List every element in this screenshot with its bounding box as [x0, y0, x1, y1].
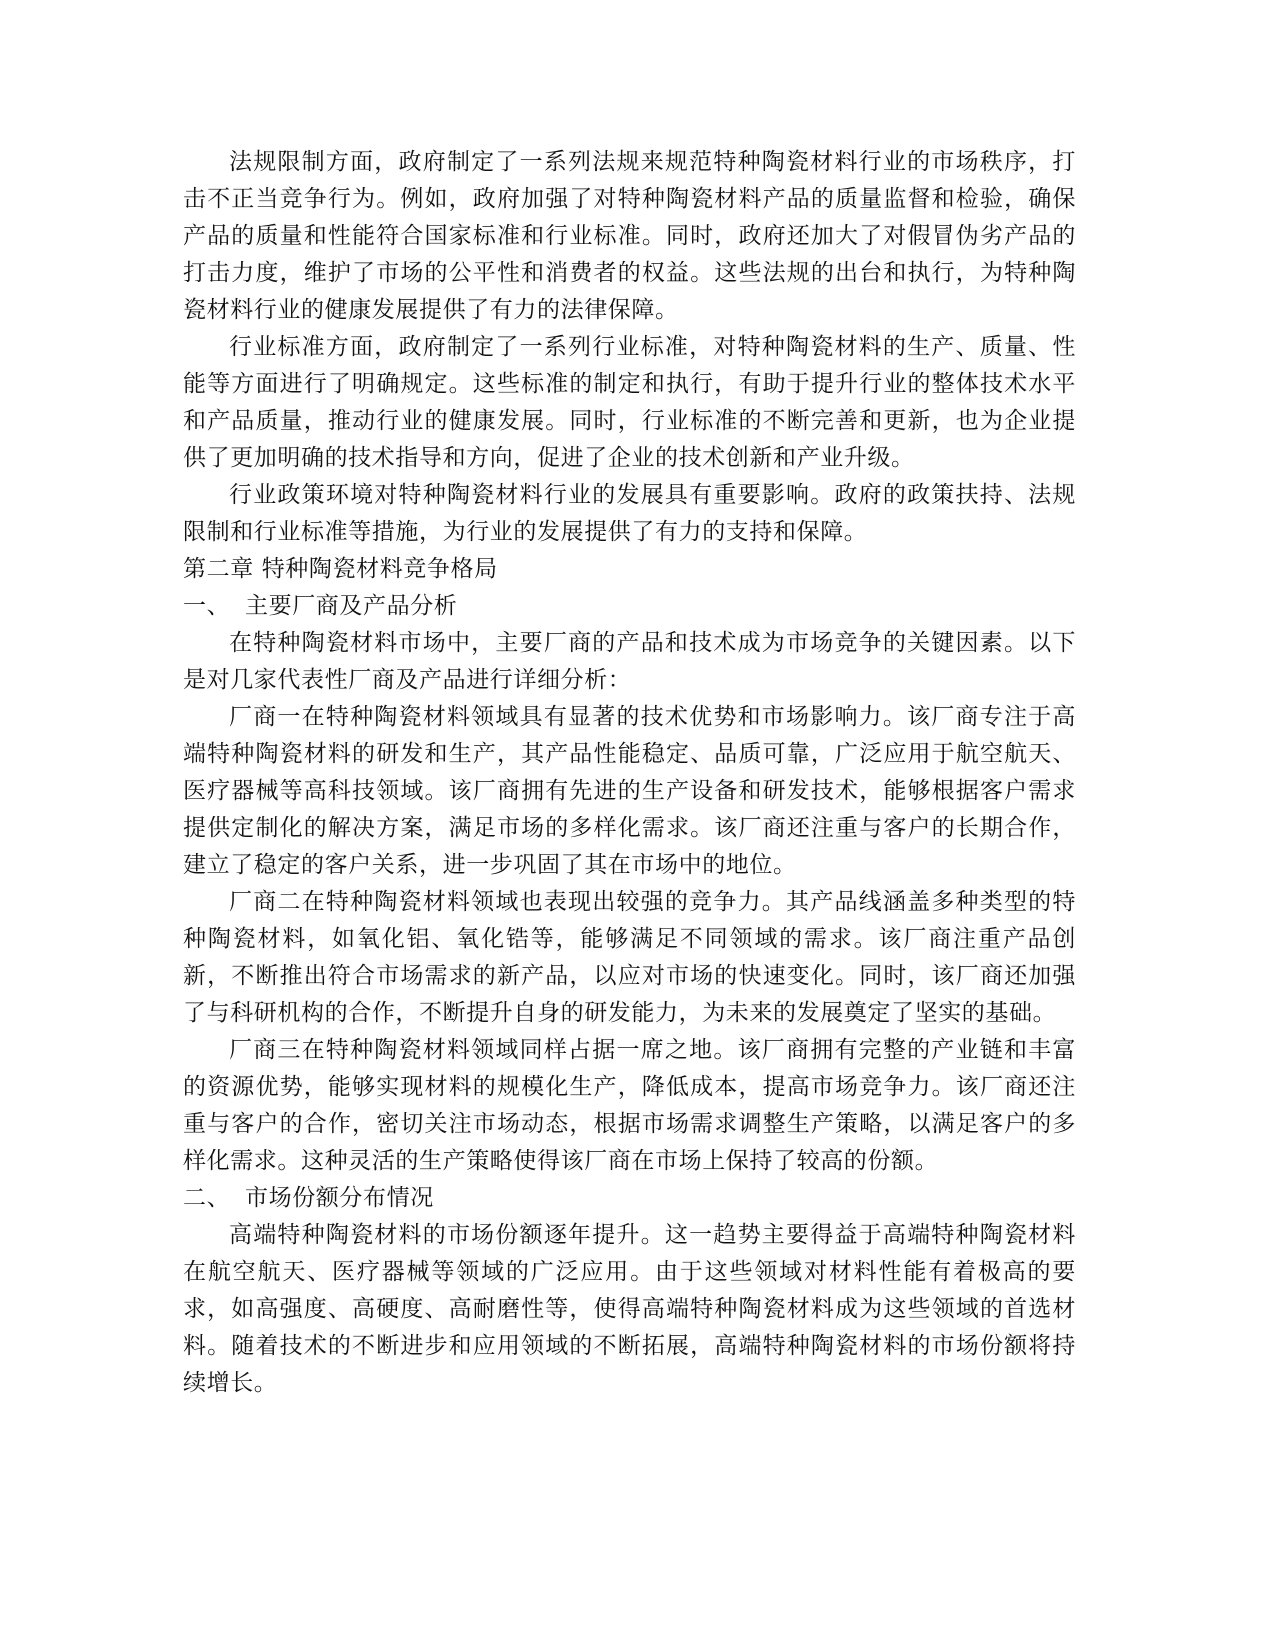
paragraph: 厂商三在特种陶瓷材料领域同样占据一席之地。该厂商拥有完整的产业链和丰富的资源优势，能够实现材料的规模化生产，降低成本，提高市场竞争力。该厂商还注重与客户的合作，密切关注市场动态，根据市场需求调整生产策略，以满足客户的多样化需求。这种灵活的生产策略使得该厂商在市场上保持了较高的份额。 [183, 1037, 1076, 1174]
section-title: 主要厂商及产品分析 [245, 593, 458, 619]
section-title: 市场份额分布情况 [245, 1185, 434, 1211]
section-heading [183, 588, 1076, 625]
paragraph: 法规限制方面，政府制定了一系列法规来规范特种陶瓷材料行业的市场秩序，打击不正当竞争行为。例如，政府加强了对特种陶瓷材料产品的质量监督和检验，确保产品的质量和性能符合国家标准和行业标准。同时，政府还加大了对假冒伪劣产品的打击力度，维护了市场的公平性和消费者的权益。这些法规的出台和执行，为特种陶瓷材料行业的健康发展提供了有力的法律保障。 [183, 149, 1076, 323]
paragraph: 高端特种陶瓷材料的市场份额逐年提升。这一趋势主要得益于高端特种陶瓷材料在航空航天、医疗器械等领域的广泛应用。由于这些领域对材料性能有着极高的要求，如高强度、高硬度、高耐磨性等，使得高端特种陶瓷材料成为这些领域的首选材料。随着技术的不断进步和应用领域的不断拓展，高端特种陶瓷材料的市场份额将持续增长。 [183, 1222, 1076, 1396]
paragraph: 厂商一在特种陶瓷材料领域具有显著的技术优势和市场影响力。该厂商专注于高端特种陶瓷材料的研发和生产，其产品性能稳定、品质可靠，广泛应用于航空航天、医疗器械等高科技领域。该厂商拥有先进的生产设备和研发技术，能够根据客户需求提供定制化的解决方案，满足市场的多样化需求。该厂商还注重与客户的长期合作，建立了稳定的客户关系，进一步巩固了其在市场中的地位。 [183, 704, 1076, 878]
document-page [183, 144, 1076, 1402]
section-number: 一、 [183, 593, 231, 619]
paragraph: 行业政策环境对特种陶瓷材料行业的发展具有重要影响。政府的政策扶持、法规限制和行业标准等措施，为行业的发展提供了有力的支持和保障。 [183, 482, 1076, 545]
chapter-title: 第二章 特种陶瓷材料竞争格局 [183, 556, 498, 582]
paragraph: 行业标准方面，政府制定了一系列行业标准，对特种陶瓷材料的生产、质量、性能等方面进行了明确规定。这些标准的制定和执行，有助于提升行业的整体技术水平和产品质量，推动行业的健康发展。同时，行业标准的不断完善和更新，也为企业提供了更加明确的技术指导和方向，促进了企业的技术创新和产业升级。 [183, 334, 1076, 471]
paragraph: 厂商二在特种陶瓷材料领域也表现出较强的竞争力。其产品线涵盖多种类型的特种陶瓷材料，如氧化铝、氧化锆等，能够满足不同领域的需求。该厂商注重产品创新，不断推出符合市场需求的新产品，以应对市场的快速变化。同时，该厂商还加强了与科研机构的合作，不断提升自身的研发能力，为未来的发展奠定了坚实的基础。 [183, 889, 1076, 1026]
section-number: 二、 [183, 1185, 231, 1211]
paragraph: 在特种陶瓷材料市场中，主要厂商的产品和技术成为市场竞争的关键因素。以下是对几家代表性厂商及产品进行详细分析： [183, 630, 1076, 693]
section-heading [183, 1180, 1076, 1217]
